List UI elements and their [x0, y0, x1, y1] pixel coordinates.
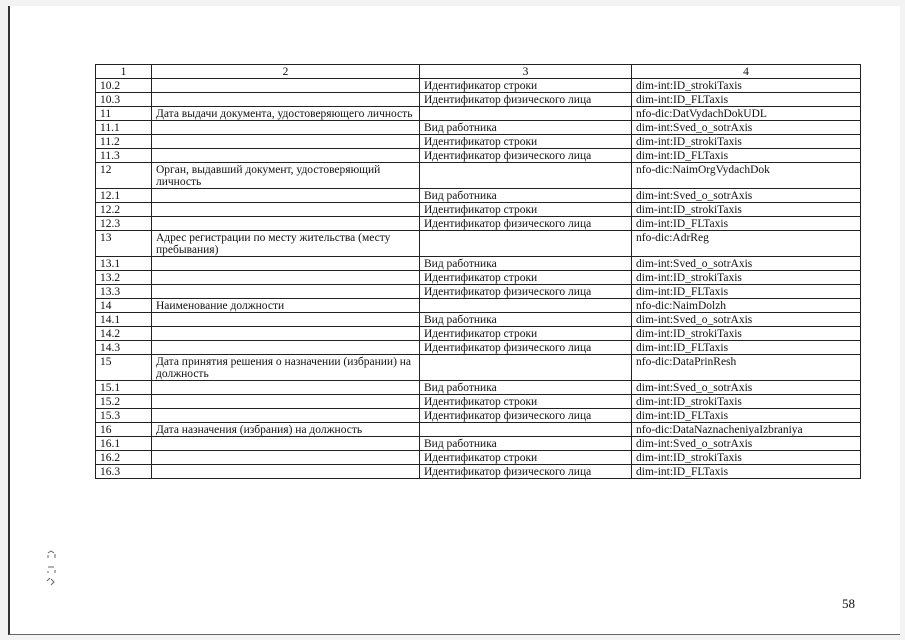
dimension-cell: Идентификатор строки: [420, 203, 632, 217]
element-code-cell: dim-int:ID_strokiTaxis: [632, 327, 861, 341]
element-code-cell: nfo-dic:NaimDolzh: [632, 299, 861, 313]
indicator-name-cell: [152, 79, 420, 93]
indicator-name-cell: [152, 451, 420, 465]
table-row: [96, 355, 861, 381]
indicator-name-cell: Орган, выдавший документ, удостоверяющий личность: [152, 163, 420, 189]
indicator-name-cell: Адрес регистрации по месту жительства (месту пребывания): [152, 231, 420, 257]
dimension-cell: Вид работника: [420, 121, 632, 135]
dimension-cell: [420, 355, 632, 381]
header-cell: 3: [420, 65, 632, 79]
element-code-cell: dim-int:Sved_o_sotrAxis: [632, 381, 861, 395]
table-row: [96, 381, 861, 395]
element-code-cell: dim-int:Sved_o_sotrAxis: [632, 121, 861, 135]
dimension-cell: Идентификатор строки: [420, 271, 632, 285]
table-row: [96, 423, 861, 437]
indicator-name-cell: Наименование должности: [152, 299, 420, 313]
dimension-cell: [420, 107, 632, 121]
element-code-cell: nfo-dic:DataNaznacheniyaIzbraniya: [632, 423, 861, 437]
row-number-cell: 16: [96, 423, 152, 437]
indicator-name-cell: [152, 341, 420, 355]
page-number: 58: [842, 596, 855, 611]
indicator-name-cell: [152, 189, 420, 203]
indicator-name-cell: [152, 465, 420, 479]
table-row: [96, 285, 861, 299]
row-number-cell: 15.2: [96, 395, 152, 409]
table-row: [96, 189, 861, 203]
dimension-cell: Идентификатор физического лица: [420, 409, 632, 423]
element-code-cell: nfo-dic:AdrReg: [632, 231, 861, 257]
dimension-cell: Вид работника: [420, 257, 632, 271]
table-row: [96, 203, 861, 217]
table-row: [96, 149, 861, 163]
element-code-cell: dim-int:ID_FLTaxis: [632, 341, 861, 355]
table-row: [96, 327, 861, 341]
dimension-cell: Идентификатор строки: [420, 327, 632, 341]
table-row: [96, 465, 861, 479]
row-number-cell: 11.1: [96, 121, 152, 135]
margin-scan-marks: [45, 549, 59, 589]
table-row: [96, 257, 861, 271]
dimension-cell: Идентификатор физического лица: [420, 341, 632, 355]
dimension-cell: Вид работника: [420, 437, 632, 451]
table-row: [96, 451, 861, 465]
row-number-cell: 14.1: [96, 313, 152, 327]
row-number-cell: 15.3: [96, 409, 152, 423]
indicator-name-cell: Дата назначения (избрания) на должность: [152, 423, 420, 437]
element-code-cell: dim-int:ID_strokiTaxis: [632, 395, 861, 409]
dictionary-table: [95, 64, 861, 479]
row-number-cell: 11.2: [96, 135, 152, 149]
row-number-cell: 14: [96, 299, 152, 313]
element-code-cell: dim-int:ID_strokiTaxis: [632, 135, 861, 149]
indicator-name-cell: Дата выдачи документа, удостоверяющего личность: [152, 107, 420, 121]
element-code-cell: dim-int:ID_FLTaxis: [632, 409, 861, 423]
row-number-cell: 12.3: [96, 217, 152, 231]
row-number-cell: 13: [96, 231, 152, 257]
row-number-cell: 16.2: [96, 451, 152, 465]
row-number-cell: 13.3: [96, 285, 152, 299]
element-code-cell: dim-int:ID_strokiTaxis: [632, 79, 861, 93]
dimension-cell: Идентификатор строки: [420, 395, 632, 409]
dimension-cell: Идентификатор строки: [420, 135, 632, 149]
dimension-cell: [420, 231, 632, 257]
element-code-cell: dim-int:ID_FLTaxis: [632, 217, 861, 231]
indicator-name-cell: [152, 313, 420, 327]
row-number-cell: 12.2: [96, 203, 152, 217]
dimension-cell: Идентификатор строки: [420, 79, 632, 93]
element-code-cell: dim-int:ID_FLTaxis: [632, 465, 861, 479]
element-code-cell: dim-int:Sved_o_sotrAxis: [632, 189, 861, 203]
indicator-name-cell: [152, 285, 420, 299]
table-row: [96, 79, 861, 93]
element-code-cell: nfo-dic:DataPrinResh: [632, 355, 861, 381]
element-code-cell: nfo-dic:NaimOrgVydachDok: [632, 163, 861, 189]
element-code-cell: dim-int:ID_FLTaxis: [632, 149, 861, 163]
dimension-cell: Идентификатор строки: [420, 451, 632, 465]
header-cell: 2: [152, 65, 420, 79]
indicator-name-cell: [152, 381, 420, 395]
dimension-cell: Идентификатор физического лица: [420, 465, 632, 479]
row-number-cell: 12: [96, 163, 152, 189]
row-number-cell: 10.2: [96, 79, 152, 93]
row-number-cell: 11.3: [96, 149, 152, 163]
element-code-cell: dim-int:ID_FLTaxis: [632, 285, 861, 299]
dimension-cell: Вид работника: [420, 381, 632, 395]
element-code-cell: dim-int:Sved_o_sotrAxis: [632, 437, 861, 451]
dimension-cell: [420, 423, 632, 437]
element-code-cell: dim-int:ID_FLTaxis: [632, 93, 861, 107]
table-row: [96, 341, 861, 355]
indicator-name-cell: [152, 149, 420, 163]
row-number-cell: 15: [96, 355, 152, 381]
element-code-cell: dim-int:Sved_o_sotrAxis: [632, 313, 861, 327]
header-cell: 1: [96, 65, 152, 79]
indicator-name-cell: [152, 135, 420, 149]
table-row: [96, 271, 861, 285]
table-row: [96, 217, 861, 231]
table-row: [96, 409, 861, 423]
row-number-cell: 13.1: [96, 257, 152, 271]
table-row: [96, 93, 861, 107]
element-code-cell: dim-int:ID_strokiTaxis: [632, 203, 861, 217]
row-number-cell: 10.3: [96, 93, 152, 107]
indicator-name-cell: [152, 409, 420, 423]
row-number-cell: 16.3: [96, 465, 152, 479]
indicator-name-cell: [152, 437, 420, 451]
dimension-cell: Идентификатор физического лица: [420, 217, 632, 231]
indicator-name-cell: Дата принятия решения о назначении (избрании) на должность: [152, 355, 420, 381]
table-header-row: [96, 65, 861, 79]
table-row: [96, 231, 861, 257]
dimension-cell: Идентификатор физического лица: [420, 93, 632, 107]
table-row: [96, 299, 861, 313]
table-row: [96, 135, 861, 149]
element-code-cell: dim-int:Sved_o_sotrAxis: [632, 257, 861, 271]
element-code-cell: dim-int:ID_strokiTaxis: [632, 271, 861, 285]
table-row: [96, 395, 861, 409]
row-number-cell: 11: [96, 107, 152, 121]
table-row: [96, 313, 861, 327]
dimension-cell: Вид работника: [420, 313, 632, 327]
row-number-cell: 13.2: [96, 271, 152, 285]
row-number-cell: 14.3: [96, 341, 152, 355]
indicator-name-cell: [152, 327, 420, 341]
indicator-name-cell: [152, 271, 420, 285]
indicator-name-cell: [152, 121, 420, 135]
table-row: [96, 107, 861, 121]
row-number-cell: 14.2: [96, 327, 152, 341]
dimension-cell: Вид работника: [420, 189, 632, 203]
indicator-name-cell: [152, 217, 420, 231]
element-code-cell: nfo-dic:DatVydachDokUDL: [632, 107, 861, 121]
dimension-cell: [420, 163, 632, 189]
element-code-cell: dim-int:ID_strokiTaxis: [632, 451, 861, 465]
header-cell: 4: [632, 65, 861, 79]
indicator-name-cell: [152, 395, 420, 409]
row-number-cell: 15.1: [96, 381, 152, 395]
dimension-cell: Идентификатор физического лица: [420, 285, 632, 299]
indicator-name-cell: [152, 93, 420, 107]
row-number-cell: 12.1: [96, 189, 152, 203]
table-row: [96, 121, 861, 135]
table-row: [96, 437, 861, 451]
indicator-name-cell: [152, 203, 420, 217]
row-number-cell: 16.1: [96, 437, 152, 451]
table-row: [96, 163, 861, 189]
dimension-cell: Идентификатор физического лица: [420, 149, 632, 163]
indicator-name-cell: [152, 257, 420, 271]
document-page: [8, 6, 900, 635]
dimension-cell: [420, 299, 632, 313]
